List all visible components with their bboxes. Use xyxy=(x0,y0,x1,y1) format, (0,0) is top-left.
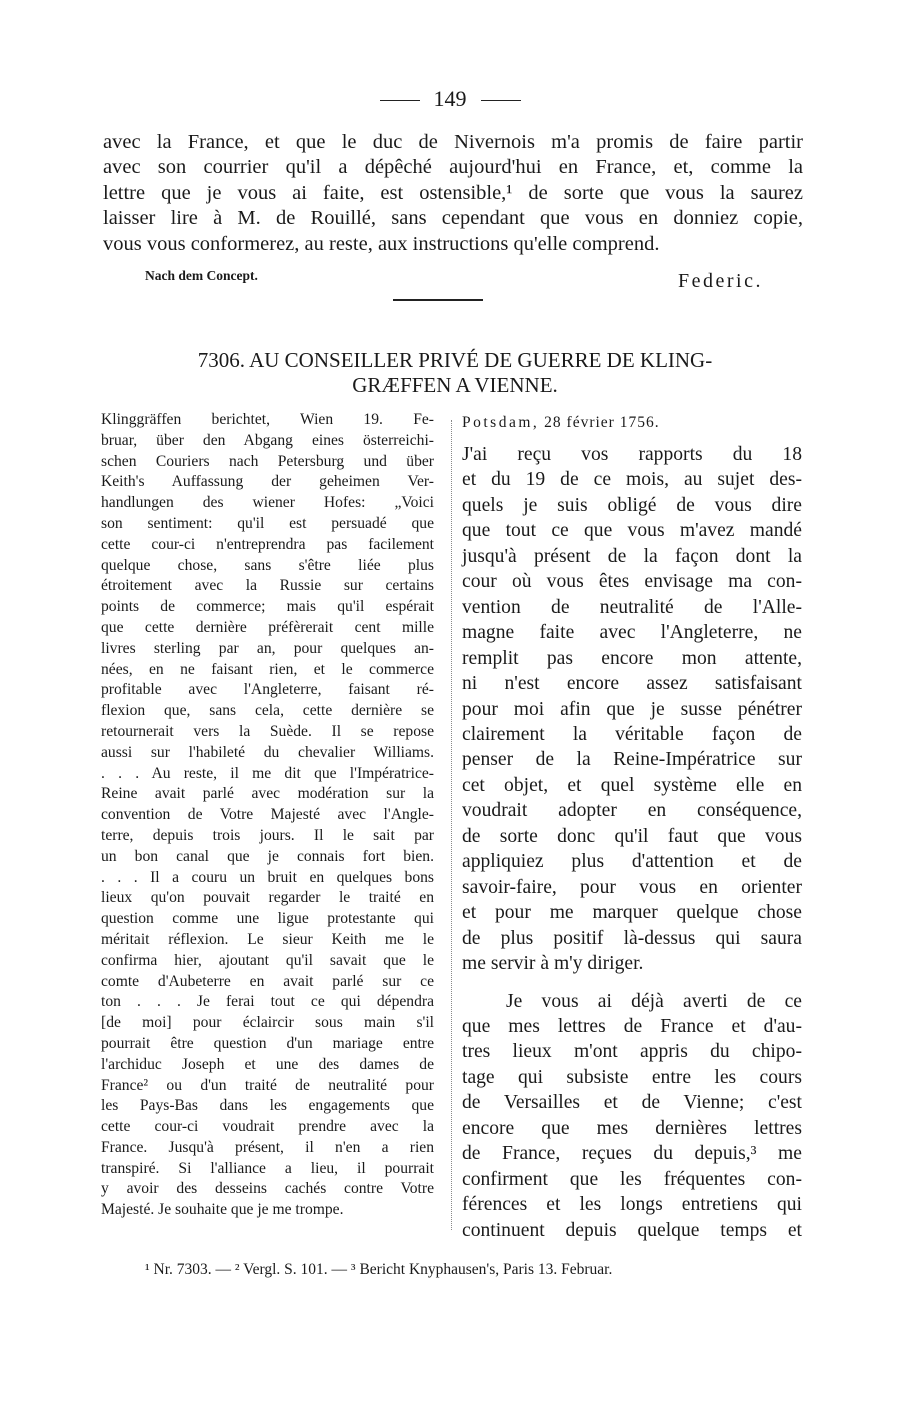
text-line: me servir à m'y diriger. xyxy=(462,953,644,975)
text-line: vention de neutralité de l'Alle- xyxy=(462,596,802,618)
text-line: et du 19 de ce mois, au sujet des- xyxy=(462,469,802,491)
text-line: voudrait adopter en conséquence, xyxy=(462,800,802,822)
text-line: de plus positif là-dessus qui saura xyxy=(462,927,802,949)
text-line: encore que mes dernières lettres xyxy=(462,1117,802,1139)
paragraph-gap xyxy=(462,977,802,989)
text-line: convention de Votre Majesté avec l'Angle- xyxy=(101,806,434,824)
text-line: de sorte donc qu'il faut que vous xyxy=(462,825,802,847)
text-line: livres sterling par an, pour quelques an- xyxy=(101,639,434,657)
text-line: y avoir des desseins cachés contre Votre xyxy=(101,1180,434,1198)
text-line: que cette dernière préfèrerait cent mille xyxy=(101,618,434,636)
text-line: férences et les longs entretiens qui xyxy=(462,1194,802,1216)
summary-column xyxy=(101,410,434,1221)
text-line: penser de la Reine-Impératrice sur xyxy=(462,749,802,771)
text-line: appliquiez plus d'attention et de xyxy=(462,851,802,873)
text-line: cette cour-ci n'entreprendra pas facilement xyxy=(101,535,434,553)
text-line: ton . . . Je ferai tout ce qui dépendra xyxy=(101,993,434,1011)
text-line: vous vous conformerez, au reste, aux instructions qu'elle comprend. xyxy=(103,232,660,255)
text-line: comte d'Aubeterre en avait parlé sur ce xyxy=(101,972,434,990)
source-note: Nach dem Concept. xyxy=(145,268,258,283)
text-line: magne faite avec l'Angleterre, ne xyxy=(462,622,802,644)
footnotes: ¹ Nr. 7303. — ² Vergl. S. 101. — ³ Bericht Knyphausen's, Paris 13. Februar. xyxy=(145,1261,613,1278)
text-line: terre, depuis trois jours. Il le sait par xyxy=(101,826,434,844)
document-title xyxy=(100,348,810,398)
text-line: cour où vous êtes envisage ma con- xyxy=(462,571,802,593)
text-line: jusqu'à présent de la façon dont la xyxy=(462,545,802,567)
text-line: savoir-faire, pour vous en orienter xyxy=(462,876,802,898)
page-header xyxy=(0,86,900,112)
text-line: aussi sur l'habileté du chevalier Williams. xyxy=(101,743,434,761)
text-line: laisser lire à M. de Rouillé, sans cependant que vous en donniez copie, xyxy=(103,207,803,230)
text-line: Keith's Auffassung der geheimen Ver- xyxy=(101,473,434,491)
page-number: 149 xyxy=(433,86,467,111)
text-line: les Pays-Bas dans les engagements que xyxy=(101,1097,434,1115)
text-line: confirment que les fréquentes con- xyxy=(462,1168,802,1190)
text-line: un bon canal que je connais fort bien. xyxy=(101,847,434,865)
text-line: cette cour-ci voudrait prendre avec la xyxy=(101,1118,434,1136)
text-line: quels je suis obligé de vous dire xyxy=(462,494,802,516)
header-rule-left xyxy=(380,100,420,101)
text-line: clairement la véritable façon de xyxy=(462,723,802,745)
text-line: avec son courrier qu'il a dépêché aujourd'hui en France, et, comme la xyxy=(103,156,803,179)
text-line: question comme une ligue protestante qui xyxy=(101,910,434,928)
text-line: schen Couriers nach Petersburg und über xyxy=(101,452,434,470)
text-line: Majesté. Je souhaite que je me trompe. xyxy=(101,1201,344,1219)
text-line: que tout ce que vous m'avez mandé xyxy=(462,520,802,542)
text-line: et pour me marquer quelque chose xyxy=(462,902,802,924)
dateline xyxy=(462,414,802,432)
text-line: profitable avec l'Angleterre, faisant ré- xyxy=(101,681,434,699)
text-line: son sentiment: qu'il est persuadé que xyxy=(101,514,434,532)
text-line: pourrait être question d'un mariage entre xyxy=(101,1034,434,1052)
signature: Federic. xyxy=(678,270,763,292)
text-line: France. Jusqu'à présent, il n'en a rien xyxy=(101,1138,434,1156)
section-divider xyxy=(393,299,483,301)
text-line: France² ou d'un traité de neutralité pour xyxy=(101,1076,434,1094)
text-line: confirma hier, ajoutant qu'il savait que le xyxy=(101,951,434,969)
letter-column xyxy=(462,442,802,1243)
text-line: J'ai reçu vos rapports du 18 xyxy=(462,444,802,465)
text-line: de Versailles et de Vienne; c'est xyxy=(462,1092,802,1114)
text-line: que mes lettres de France et d'au- xyxy=(462,1015,802,1037)
title-line: 7306. AU CONSEILLER PRIVÉ DE GUERRE DE KLING- xyxy=(197,348,713,372)
text-line: remplit pas encore mon attente, xyxy=(462,647,802,669)
text-line: pour moi afin que je susse pénétrer xyxy=(462,698,802,720)
text-line: de France, reçues du depuis,³ me xyxy=(462,1143,802,1165)
text-line: l'archiduc Joseph et une des dames de xyxy=(101,1055,434,1073)
continued-paragraph xyxy=(103,130,803,257)
text-line: Je vous ai déjà averti de ce xyxy=(506,990,802,1012)
header-rule-right xyxy=(481,100,521,101)
text-line: lieux qu'on pouvait regarder le traité en xyxy=(101,889,434,907)
text-line: . . . Il a couru un bruit en quelques bons xyxy=(101,868,434,886)
title-line: GRÆFFEN A VIENNE. xyxy=(352,373,558,397)
text-line: Reine avait parlé avec modération sur la xyxy=(101,785,434,803)
text-line: méritait réflexion. Le sieur Keith me le xyxy=(101,930,434,948)
text-line: points de commerce; mais qu'il espérait xyxy=(101,598,434,616)
text-line: ni n'est encore assez satisfaisant xyxy=(462,673,802,695)
dateline-place: Potsdam, xyxy=(462,414,540,431)
text-line: transpiré. Si l'alliance a lieu, il pourrait xyxy=(101,1159,434,1177)
text-line: cet objet, et quel système elle en xyxy=(462,774,802,796)
text-line: lettre que je vous ai faite, est ostensible,¹ de sorte que vous la saurez xyxy=(103,181,803,204)
text-line: tage qui subsiste entre les cours xyxy=(462,1066,802,1088)
text-line: étroitement avec la Russie sur certains xyxy=(101,577,434,595)
text-line: avec la France, et que le duc de Nivernois m'a promis de faire partir xyxy=(103,131,803,153)
text-line: handlungen des wiener Hofes: „Voici xyxy=(101,494,434,512)
text-line: retournerait vers la Suède. Il se repose xyxy=(101,722,434,740)
dateline-date: 28 février 1756. xyxy=(544,414,660,431)
column-divider xyxy=(451,420,452,1230)
text-line: quelque chose, sans s'être liée plus xyxy=(101,556,434,574)
text-line: [de moi] pour éclaircir sous main s'il xyxy=(101,1014,434,1032)
text-line: continuent depuis quelque temps et xyxy=(462,1219,802,1241)
text-line: tres lieux m'ont appris du chipo- xyxy=(462,1041,802,1063)
text-line: bruar, über den Abgang eines österreichi- xyxy=(101,431,434,449)
text-line: flexion que, sans cela, cette dernière se xyxy=(101,702,434,720)
text-line: Klinggräffen berichtet, Wien 19. Fe- xyxy=(101,411,434,428)
text-line: nées, en ne faisant rien, et le commerce xyxy=(101,660,434,678)
text-line: . . . Au reste, il me dit que l'Impératrice- xyxy=(101,764,434,782)
